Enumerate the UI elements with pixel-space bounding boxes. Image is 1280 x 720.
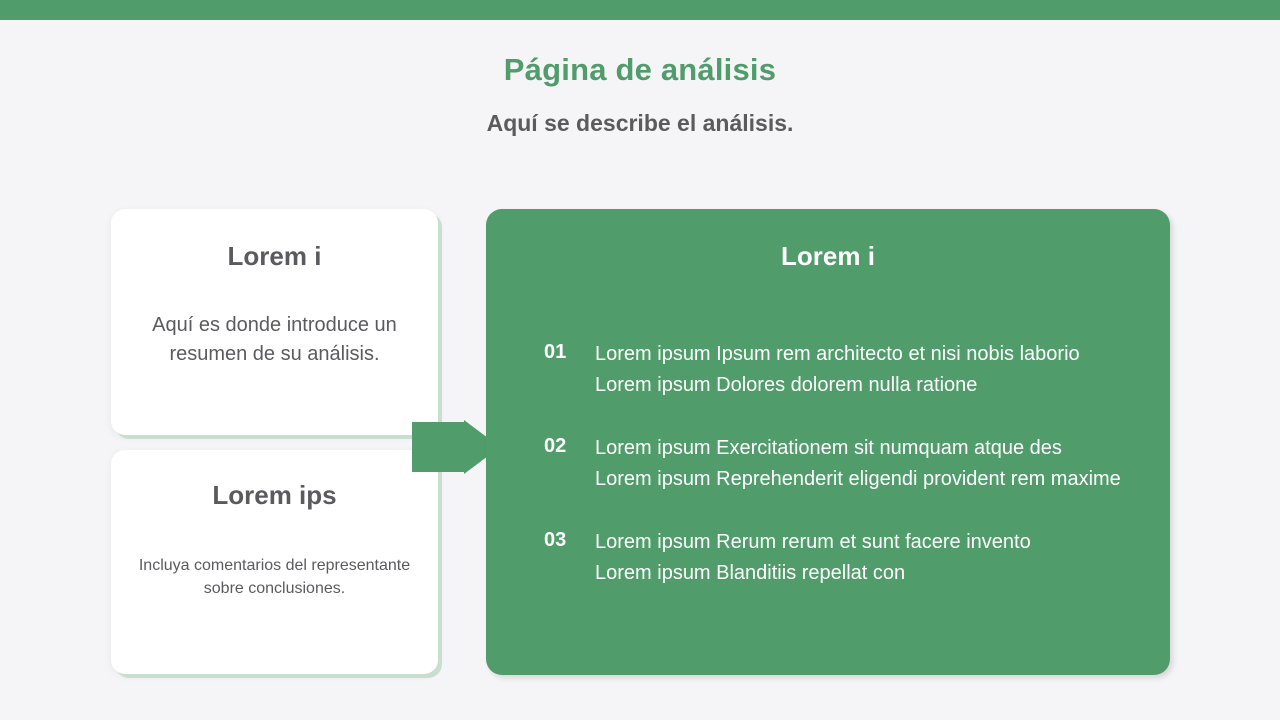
- top-accent-bar: [0, 0, 1280, 20]
- item-line: Lorem ipsum Ipsum rem architecto et nisi nobis laborio: [595, 343, 1080, 365]
- page-subtitle: Aquí se describe el análisis.: [486, 110, 794, 136]
- comments-card: [111, 450, 438, 674]
- page-title: Página de análisis: [503, 52, 777, 87]
- item-line: Lorem ipsum Exercitationem sit numquam atque des: [595, 437, 1062, 459]
- comments-card-text: Incluya comentarios del representante sobre conclusiones.: [138, 557, 411, 597]
- details-panel-title: Lorem i: [781, 241, 875, 271]
- details-panel: [486, 209, 1170, 675]
- summary-card-text: Aquí es donde introduce un resumen de su análisis.: [152, 314, 397, 365]
- summary-card-title: Lorem i: [227, 241, 322, 271]
- summary-card: [111, 209, 438, 435]
- comments-card-title: Lorem ips: [212, 480, 337, 510]
- item-number: 02: [544, 435, 567, 457]
- item-line: Lorem ipsum Dolores dolorem nulla ratione: [595, 374, 978, 396]
- item-line: Lorem ipsum Rerum rerum et sunt facere invento: [595, 531, 1031, 553]
- item-line: Lorem ipsum Reprehenderit eligendi provident rem maxime: [595, 468, 1121, 490]
- item-number: 01: [544, 341, 567, 363]
- item-line: Lorem ipsum Blanditiis repellat con: [595, 562, 906, 584]
- item-number: 03: [544, 529, 567, 551]
